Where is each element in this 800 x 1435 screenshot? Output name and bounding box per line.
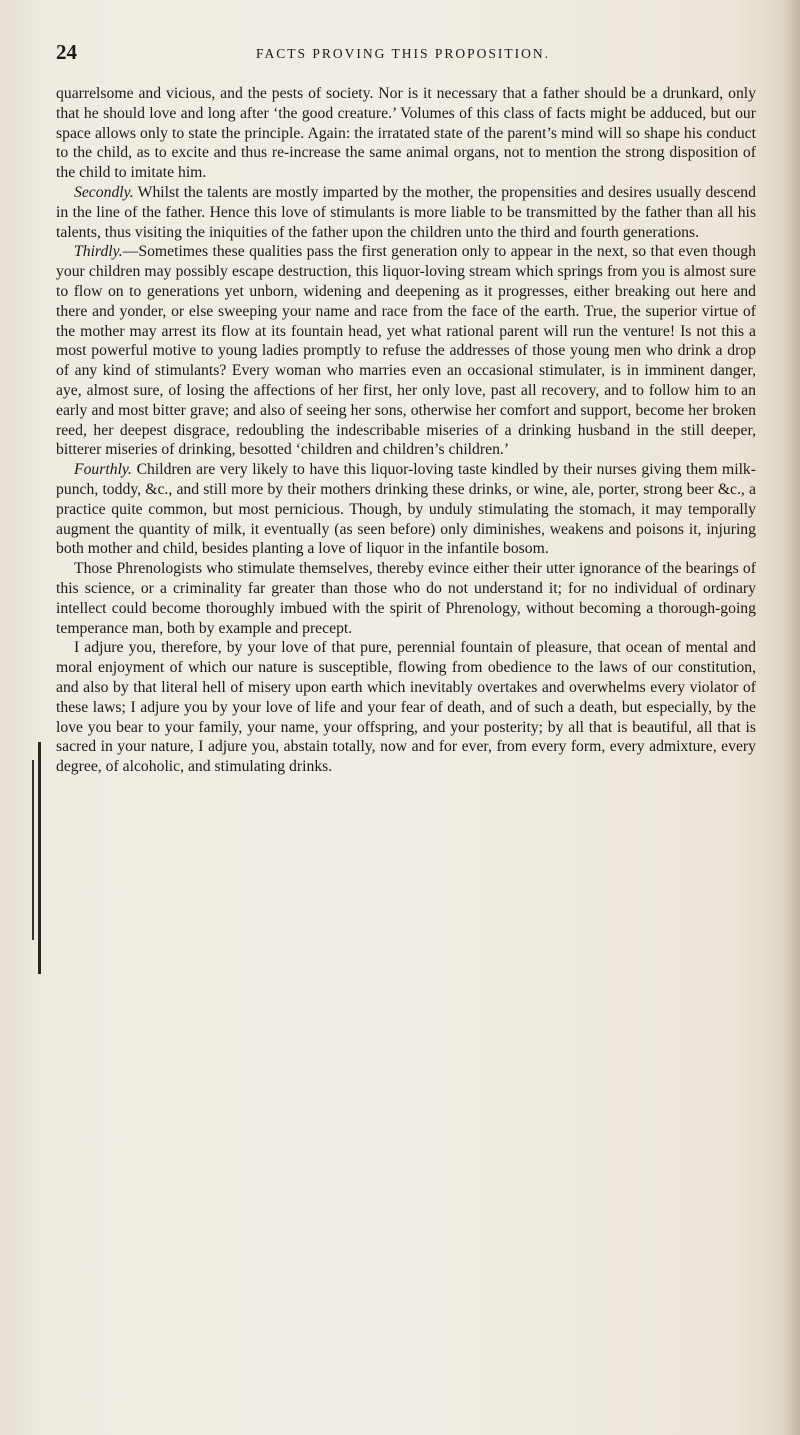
paragraph-text: quarrelsome and vicious, and the pests of society. Nor is it necessary that a father should be a drunkard, only that he should love and long after ‘the good creature.’ Volumes of this class of facts might be adduced, but our space allows only to state the principle. Again: the irratated state of the parent’s mind will so shape his conduct to the child, as to excite and thus re-increase the same animal organs, not to mention the strong disposition of the child to imitate him. bbox=[56, 85, 756, 182]
paragraph-4 bbox=[56, 460, 756, 559]
margin-mark-inner bbox=[32, 760, 34, 940]
paragraph-6 bbox=[56, 638, 756, 777]
paragraph-lead: Fourthly. bbox=[74, 461, 132, 479]
paragraph-2 bbox=[56, 183, 756, 242]
paragraph-5 bbox=[56, 559, 756, 638]
paragraph-1 bbox=[56, 84, 756, 183]
page-edge-shadow bbox=[782, 0, 800, 1435]
running-title: FACTS PROVING THIS PROPOSITION. bbox=[256, 46, 551, 61]
page-header bbox=[56, 40, 746, 70]
paragraph-lead: Thirdly. bbox=[74, 243, 123, 261]
margin-mark bbox=[38, 742, 41, 974]
paragraph-lead: Secondly. bbox=[74, 183, 134, 201]
paragraph-3 bbox=[56, 242, 756, 460]
paragraph-text: Whilst the talents are mostly imparted by the mother, the propensities and desires usually descend in the line of the father. Hence this love of stimulants is more liable to be transmitted by the father than all his talents, thus visiting the iniquities of the father upon the children unto the third and fourth generations. bbox=[56, 183, 756, 241]
paragraph-text: —Sometimes these qualities pass the first generation only to appear in the next, so that even though your children may possibly escape destruction, this liquor-loving stream which springs from you is almost sure to flow on to generations yet unborn, widening and deepening as it progresses, either breaking out here and there and yonder, or else sweeping your name and race from the face of the earth. True, the superior virtue of the mother may arrest its flow at its fountain head, yet what rational parent will run the venture! Is not this a most powerful motive to young ladies promptly to refuse the addresses of those young men who drink a drop of any kind of stimulants? Every woman who marries even an occasional stimulater, is in imminent danger, aye, almost sure, of losing the affections of her first, her only love, past all recovery, and to follow him to an early and most bitter grave; and also of seeing her sons, otherwise her comfort and support, become her broken reed, her deepest disgrace, redoubling the indescribable miseries of a drinking husband in the still deeper, bitterer miseries of drinking, besotted ‘children and children’s children.’ bbox=[56, 243, 756, 459]
page-number: 24 bbox=[56, 40, 77, 64]
page-body bbox=[56, 84, 756, 777]
paragraph-text: Children are very likely to have this liquor-loving taste kindled by their nurses giving them milk-punch, toddy, &c., and still more by their mothers drinking these drinks, or wine, ale, porter, strong beer &c., a practice quite common, but most pernicious. Though, by unduly stimulating the stomach, it may temporally augment the quantity of milk, it eventually (as seen before) only diminishes, weakens and poisons it, injuring both mother and child, besides planting a love of liquor in the infantile bosom. bbox=[56, 461, 756, 558]
paragraph-text: Those Phrenologists who stimulate themselves, thereby evince either their utter ignorance of the bearings of this science, or a criminality far greater than those who do not understand it; for no individual of ordinary intellect could become thoroughly imbued with the spirit of Phrenology, without becoming a thorough-going temperance man, both by example and precept. bbox=[56, 560, 756, 637]
paragraph-text: I adjure you, therefore, by your love of that pure, perennial fountain of pleasure, that ocean of mental and moral enjoyment of which our nature is susceptible, flowing from obedience to the laws of our constitution, and also by that literal hell of misery upon earth which inevitably overtakes and overwhelms every violator of these laws; I adjure you by your love of life and your fear of death, and of such a death, but especially, by the love you bear to your family, your name, your offspring, and your posterity; by all that is beautiful, all that is sacred in your nature, I adjure you, abstain totally, now and for ever, from every form, every admixture, every degree, of alcoholic, and stimulating drinks. bbox=[56, 639, 756, 776]
